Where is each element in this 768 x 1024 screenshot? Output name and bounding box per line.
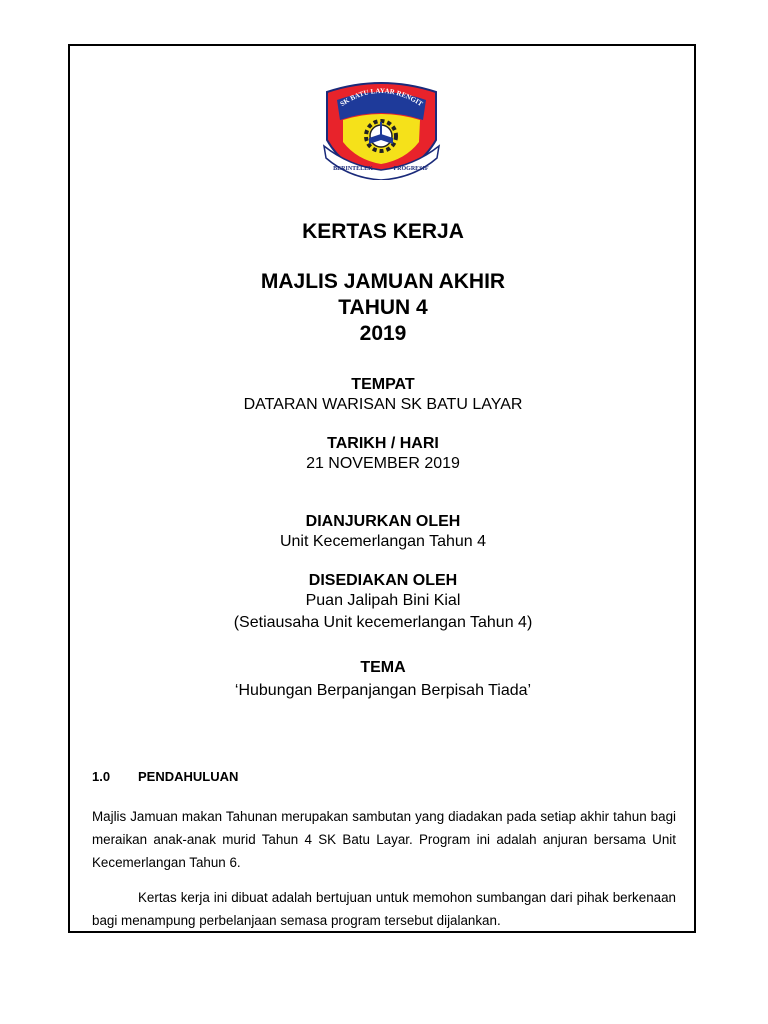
disediakan-label: DISEDIAKAN OLEH — [308, 572, 458, 589]
tarikh-label: TARIKH / HARI — [327, 435, 439, 452]
section-heading — [92, 769, 238, 784]
tema-value: ‘Hubungan Berpanjangan Berpisah Tiada’ — [234, 682, 532, 699]
intro-paragraph-2: Kertas kerja ini dibuat adalah bertujuan untuk memohon sumbangan dari pihak berkenaan bagi menampung perbelanjaan semasa program tersebut dijalankan. — [92, 890, 676, 928]
crest-top-text: SK BATU LAYAR RENGIT — [338, 86, 425, 109]
event-title-line-2: TAHUN 4 — [338, 296, 428, 319]
tarikh-value: 21 NOVEMBER 2019 — [306, 455, 460, 472]
intro-paragraph-1: Majlis Jamuan makan Tahunan merupakan sambutan yang diadakan pada setiap akhir tahun bagi meraikan anak-anak murid Tahun 4 SK Batu Layar. Program ini adalah anjuran bersama Unit Kecemerlangan Tahun 6. — [92, 809, 676, 870]
section-number: 1.0 — [92, 769, 111, 784]
tema-label: TEMA — [360, 659, 406, 676]
dianjurkan-label: DIANJURKAN OLEH — [305, 513, 461, 530]
tempat-value: DATARAN WARISAN SK BATU LAYAR — [243, 396, 523, 413]
school-crest-logo — [319, 80, 444, 180]
document-title: KERTAS KERJA — [302, 220, 464, 243]
event-title-line-1: MAJLIS JAMUAN AKHIR — [260, 270, 506, 293]
crest-motto-right: PROGRESIF — [393, 166, 429, 172]
dianjurkan-value: Unit Kecemerlangan Tahun 4 — [279, 533, 487, 550]
disediakan-role: (Setiausaha Unit kecemerlangan Tahun 4) — [233, 614, 533, 631]
crest-motto-left: BERINTELEK — [333, 166, 373, 172]
event-title-line-3: 2019 — [359, 322, 407, 345]
section-title: PENDAHULUAN — [138, 769, 239, 784]
tempat-label: TEMPAT — [351, 376, 415, 393]
disediakan-name: Puan Jalipah Bini Kial — [305, 592, 461, 609]
